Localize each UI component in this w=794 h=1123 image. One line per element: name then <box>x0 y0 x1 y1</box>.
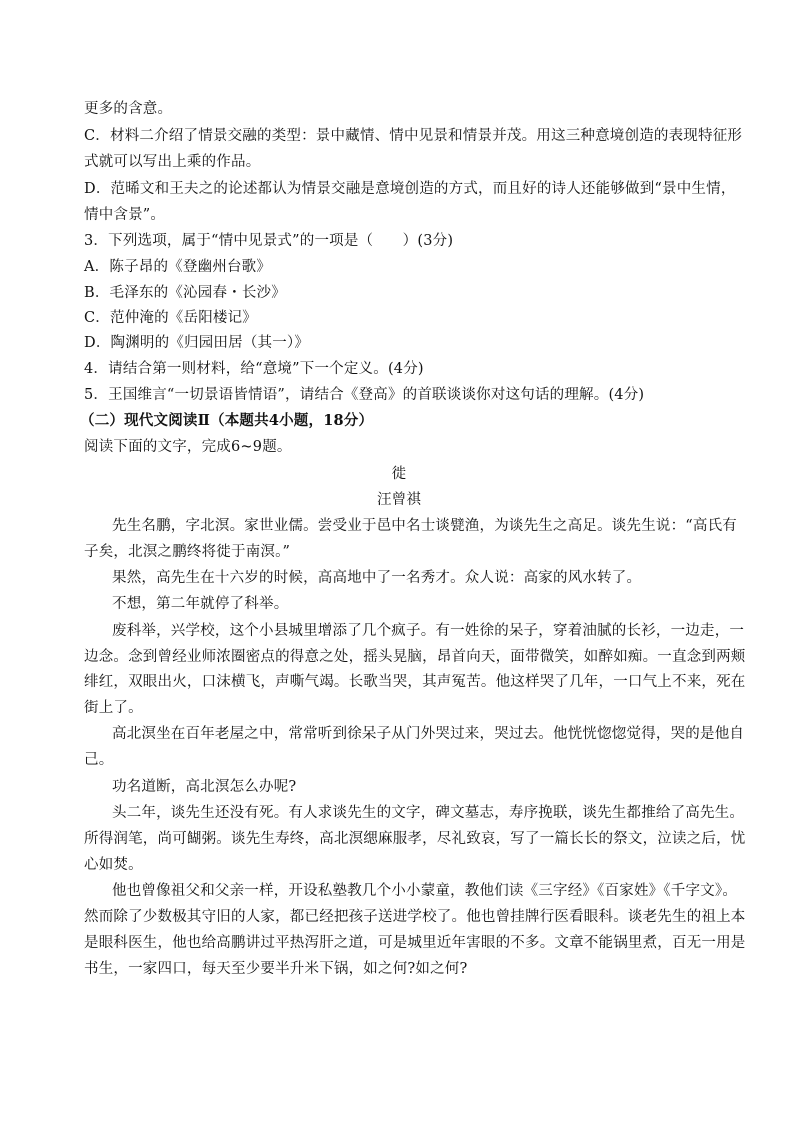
article-title: 徙 <box>391 466 407 482</box>
paragraph-line: 子矣，北溟之鹏终将徙于南溟。” <box>84 544 291 560</box>
paragraph-line: 己。 <box>84 752 114 768</box>
paragraph-line: 绯红，双眼出火，口沫横飞，声嘶气竭。长歌当哭，其声冤苦。他这样哭了几年，一口气上不来，死在 <box>84 674 746 690</box>
q3-option-b: B．毛泽东的《沁园春・长沙》 <box>84 285 286 301</box>
paragraph-line: 先生名鹏，字北溟。家世业儒。尝受业于邑中名士谈甓渔，为谈先生之高足。谈先生说：“高氏有 <box>112 518 738 534</box>
paragraph-line: 边念。念到曾经业师浓圈密点的得意之处，摇头晃脑，昂首向天，面带微笑，如醉如痴。一直念到两颊 <box>84 649 746 665</box>
q3-option-d: D．陶渊明的《归园田居（其一）》 <box>84 335 310 351</box>
paragraph-line: 高北溟坐在百年老屋之中，常常听到徐呆子从门外哭过来，哭过去。他恍恍惚惚觉得，哭的是他自 <box>112 726 745 742</box>
paragraph-line: 果然，高先生在十六岁的时候，高高地中了一名秀才。众人说：高家的风水转了。 <box>112 570 642 586</box>
question-4: 4．请结合第一则材料，给“意境”下一个定义。(4分) <box>84 361 424 377</box>
reading-instruction: 阅读下面的文字，完成6~9题。 <box>84 439 292 455</box>
option-d-line-2: 情中含景”。 <box>84 207 166 223</box>
paragraph-line: 废科举，兴学校，这个小县城里增添了几个疯子。有一姓徐的呆子，穿着油腻的长衫，一边走，一 <box>112 623 745 639</box>
option-c-line-2: 式就可以写出上乘的作品。 <box>84 154 261 170</box>
q3-option-c: C．范仲淹的《岳阳楼记》 <box>84 310 257 326</box>
paragraph-line: 所得润笔，尚可餬粥。谈先生寿终，高北溟缌麻服孝，尽礼致哀，写了一篇长长的祭文，泣读之后，忧 <box>84 831 746 847</box>
text-line: 更多的含意。 <box>84 101 173 117</box>
paragraph-line: 头二年，谈先生还没有死。有人求谈先生的文字，碑文墓志，寿序挽联，谈先生都推给了高先生。 <box>112 805 745 821</box>
paragraph-line: 然而除了少数极其守旧的人家，都已经把孩子送进学校了。他也曾挂牌行医看眼科。谈老先生的祖上本 <box>84 909 746 925</box>
section-heading: （二）现代文阅读Ⅱ（本题共4小题，18分） <box>80 412 374 429</box>
paragraph-line: 不想，第二年就停了科举。 <box>112 596 289 612</box>
paragraph-line: 功名道断，高北溟怎么办呢? <box>112 779 297 795</box>
question-3: 3．下列选项，属于“情中见景式”的一项是（ ）(3分) <box>84 233 454 249</box>
paragraph-line: 心如焚。 <box>84 857 143 873</box>
option-d-line-1: D．范晞文和王夫之的论述都认为情景交融是意境创造的方式，而且好的诗人还能够做到“景中生情， <box>84 181 736 197</box>
paragraph-line: 书生，一家四口，每天至少要半升米下锅，如之何?如之何? <box>84 961 468 977</box>
option-c-line-1: C．材料二介绍了情景交融的类型：景中藏情、情中见景和情景并茂。用这三种意境创造的表现特征形 <box>84 128 743 144</box>
question-5: 5．王国维言“一切景语皆情语”，请结合《登高》的首联谈谈你对这句话的理解。(4分) <box>84 387 645 403</box>
paragraph-line: 他也曾像祖父和父亲一样，开设私塾教几个小小蒙童，教他们读《三字经》《百家姓》《千字文》。 <box>112 883 738 899</box>
paragraph-line: 街上了。 <box>84 700 143 716</box>
paragraph-line: 是眼科医生，他也给高鹏讲过平热泻肝之道，可是城里近年害眼的不多。文章不能锅里煮，百无一用是 <box>84 935 746 951</box>
q3-option-a: A．陈子昂的《登幽州台歌》 <box>84 259 272 275</box>
article-author: 汪曾祺 <box>376 492 422 508</box>
